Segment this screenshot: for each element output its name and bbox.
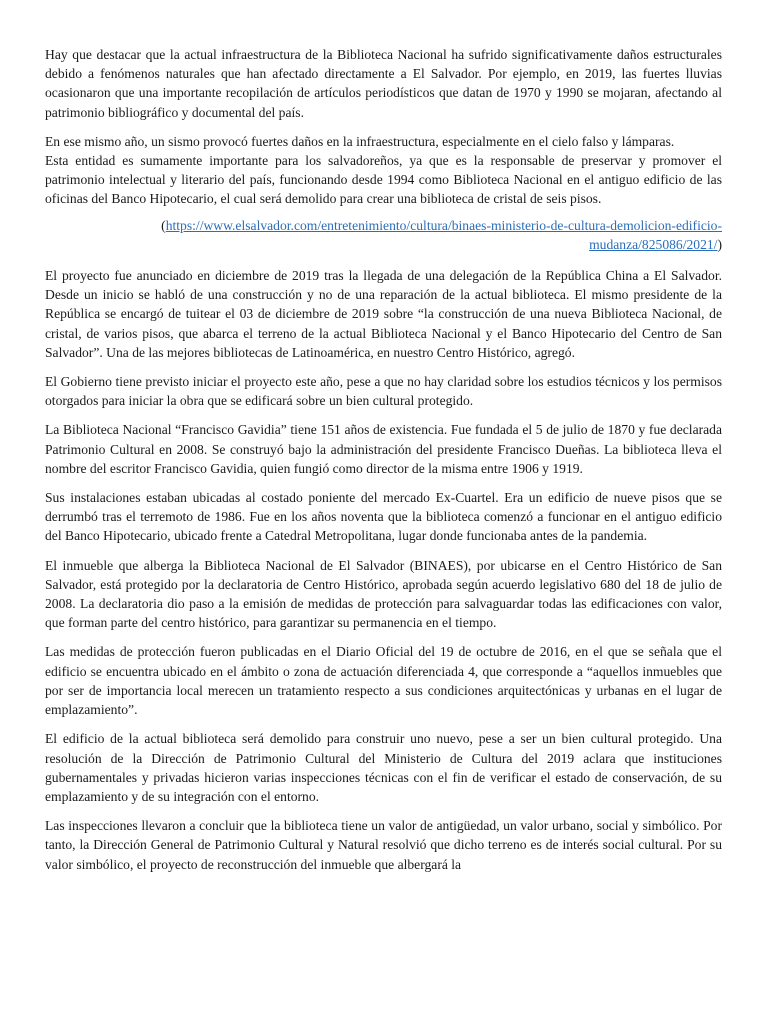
source-citation <box>45 216 722 254</box>
paragraph-medidas: Las medidas de protección fueron publicadas en el Diario Oficial del 19 de octubre de 2016, en el que se señala que el edificio se encuentra ubicado en el ámbito o zona de actuación diferenciada 4, que corresponde a “aquellos inmuebles que por ser de importancia local merecen un tratamiento respecto a sus condiciones arquitectónicas y urbanas en el lugar de emplazamiento”. <box>45 644 722 718</box>
source-link[interactable]: https://www.elsalvador.com/entretenimiento/cultura/binaes-ministerio-de-cultura-demolicion-edificio-mudanza/825086/2021/ <box>165 217 722 252</box>
paragraph-inspecciones: Las inspecciones llevaron a concluir que la biblioteca tiene un valor de antigüedad, un valor urbano, social y simbólico. Por tanto, la Dirección General de Patrimonio Cultural y Natural resolvió que dicho terreno es de interés social cultural. Por su valor simbólico, el proyecto de reconstrucción del inmueble que albergará la <box>45 818 722 872</box>
paragraph-inmueble: El inmueble que alberga la Biblioteca Nacional de El Salvador (BINAES), por ubicarse en el Centro Histórico de San Salvador, está protegido por la declaratoria de Centro Histórico, aprobada según acuerdo legislativo 680 del 18 de julio de 2008. La declaratoria dio paso a la emisión de medidas de protección para salvaguardar todas las edificaciones con valor, que forman parte del centro histórico, para garantizar su permanencia en el tiempo. <box>45 557 722 631</box>
source-close-paren: ) <box>717 236 722 252</box>
document-page <box>45 45 722 1024</box>
paragraph-entidad-line: Esta entidad es sumamente importante para los salvadoreños, ya que es la responsable de preservar y promover el patrimonio intelectual y literario del país, funcionando desde 1994 como Biblioteca Nacional en el antiguo edificio de las oficinas del Banco Hipotecario, el cual será demolido para crear una biblioteca de cristal de seis pisos. <box>45 153 722 207</box>
paragraph-gobierno: El Gobierno tiene previsto iniciar el proyecto este año, pese a que no hay claridad sobre los estudios técnicos y los permisos otorgados para iniciar la obra que se edificará sobre un bien cultural protegido. <box>45 374 722 409</box>
paragraph-instalaciones: Sus instalaciones estaban ubicadas al costado poniente del mercado Ex-Cuartel. Era un edificio de nueve pisos que se derrumbó tras el terremoto de 1986. Fue en los años noventa que la biblioteca comenzó a funcionar en el antiguo edificio del Banco Hipotecario, ubicado frente a Catedral Metropolitana, lugar donde funcionaba antes de la pandemia. <box>45 490 722 544</box>
source-open-paren: ( <box>161 217 166 233</box>
paragraph-sismo <box>45 132 722 209</box>
paragraph-gavidia: La Biblioteca Nacional “Francisco Gavidia” tiene 151 años de existencia. Fue fundada el 5 de julio de 1870 y fue declarada Patrimonio Cultural en 2008. Se construyó bajo la administración del presidente Francisco Dueñas. La biblioteca lleva el nombre del escritor Francisco Gavidia, quien fungió como director de la misma entre 1906 y 1919. <box>45 422 722 476</box>
paragraph-infraestructura: Hay que destacar que la actual infraestructura de la Biblioteca Nacional ha sufrido significativamente daños estructurales debido a fenómenos naturales que han afectado directamente a El Salvador. Por ejemplo, en 2019, las fuertes lluvias ocasionaron que una importante recopilación de artículos periodísticos que datan de 1970 y 1990 se mojaran, afectando al patrimonio bibliográfico y documental del país. <box>45 47 722 120</box>
paragraph-sismo-line: En ese mismo año, un sismo provocó fuertes daños en la infraestructura, especialmente en el cielo falso y lámparas. <box>45 133 675 149</box>
paragraph-proyecto: El proyecto fue anunciado en diciembre de 2019 tras la llegada de una delegación de la República China a El Salvador. Desde un inicio se habló de una construcción y no de una reparación de la actual biblioteca. El mismo presidente de la República se encargó de tuitear el 03 de diciembre de 2019 sobre “la construcción de una nueva Biblioteca Nacional, de cristal, de varios pisos, que abarca el terreno de la actual Biblioteca Nacional y el Banco Hipotecario del Centro de San Salvador”. Una de las mejores bibliotecas de Latinoamérica, en nuestro Centro Histórico, agregó. <box>45 268 722 360</box>
paragraph-demolicion: El edificio de la actual biblioteca será demolido para construir uno nuevo, pese a ser un bien cultural protegido. Una resolución de la Dirección de Patrimonio Cultural del Ministerio de Cultura del 2019 aclara que instituciones gubernamentales y privadas hicieron varias inspecciones técnicas con el fin de verificar el estado de conservación, de su emplazamiento y de su integración con el entorno. <box>45 731 722 804</box>
